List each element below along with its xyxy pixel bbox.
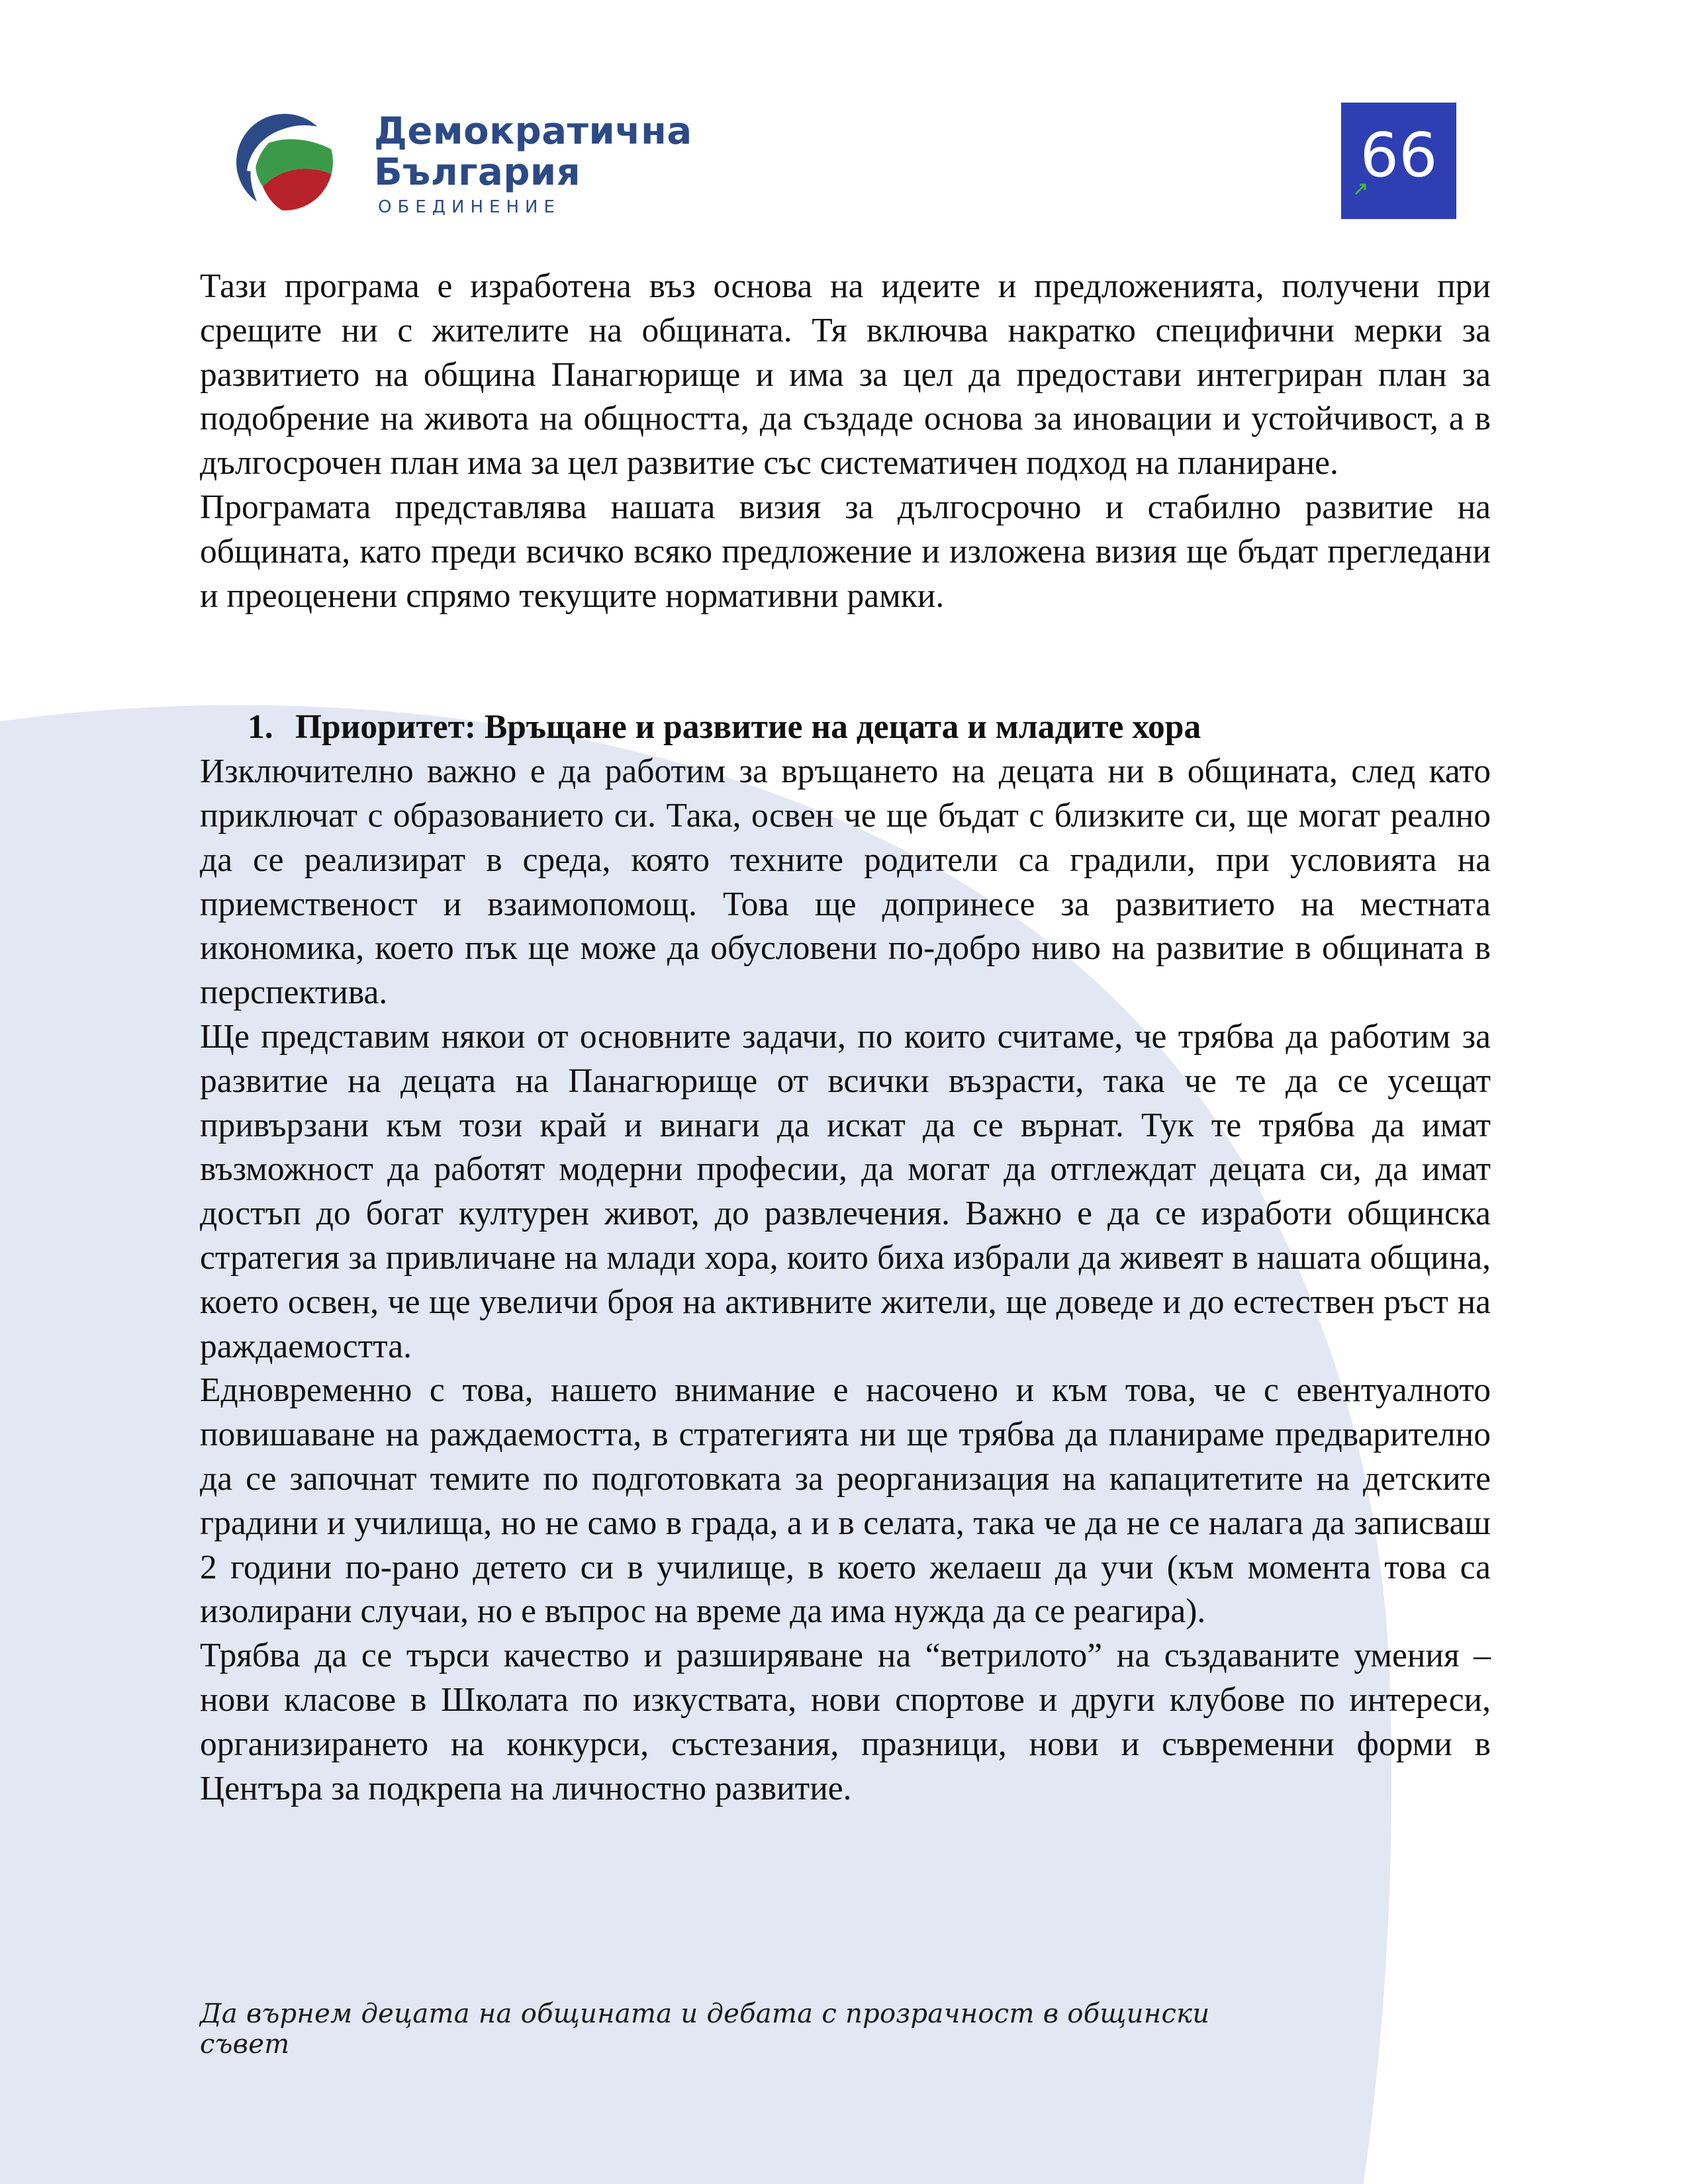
page-header <box>0 0 1688 238</box>
section-paragraph: Ще представим някои от основните задачи, по които считаме, че трябва да работим за развитие на децата на Панагюрище от всички възрасти, така че те да се усещат привързани към този край и винаги да искат да се върнат. Тук те трябва да имат възможност да работят модерни професии, да могат да отглеждат децата си, да имат достъп до богат културен живот, до развлечения. Важно е да се изработи общинска стратегия за привличане на млади хора, които биха избрали да живеят в нашата община, което освен, че ще увеличи броя на активните жители, ще доведе и до естествен ръст на раждаемостта. <box>200 1017 1491 1365</box>
footer-slogan: Да върнем децата на общината и дебата с прозрачност в общински съвет <box>200 1999 1210 2060</box>
page-number: 66 <box>1360 120 1438 191</box>
section-paragraph: Едновременно с това, нашето внимание е насочено и към това, че с евентуалното повишаване на раждаемостта, в стратегията ни ще трябва да планираме предварително да се започнат темите по подготовката за реорганизация на капацитетите на детските градини и училища, но не само в града, а и в селата, така че да не се налага да записваш 2 години по-рано детето си в училище, в което желаеш да учи (към момента това са изолирани случаи, но е въпрос на време да има нужда да се реагира). <box>200 1371 1491 1631</box>
section-heading <box>200 705 1491 750</box>
intro-paragraph: Тази програма е изработена въз основа на идеите и предложенията, получени при срещите ни с жителите на общината. Тя включва накратко специфични мерки за развитието на община Панагюрище и има за цел да предостави интегриран план за подобрение на живота на общността, да създаде основа за иновации и устойчивост, а в дългосрочен план има за цел развитие със систематичен подход на планиране. <box>200 267 1491 482</box>
section-title: Приоритет: Връщане и развитие на децата и младите хора <box>295 708 1201 747</box>
page-number-badge <box>1341 103 1456 219</box>
logo-line-3: ОБЕДИНЕНИЕ <box>378 197 561 217</box>
logo-line-2: България <box>374 151 581 194</box>
section-paragraph: Изключително важно е да работим за връщането на децата ни в общината, след като приключат с образованието си. Така, освен че ще бъдат с близките си, ще могат реално да се реализират в среда, която техните родители са градили, при условията на приемственост и взаимопомощ. Това ще допринесе за развитието на местната икономика, което пък ще може да обусловени по-добро ниво на развитие в общината в перспектива. <box>200 752 1491 1012</box>
logo-swoosh-icon <box>235 113 334 212</box>
intro-paragraph: Програмата представлява нашата визия за дългосрочно и стабилно развитие на общината, като преди всичко всяко предложение и изложена визия ще бъдат прегледани и преоценени спрямо текущите нормативни рамки. <box>200 488 1491 615</box>
section-number: 1. <box>248 708 273 747</box>
document-body <box>200 265 1491 1811</box>
arrow-up-right-icon <box>1353 181 1369 197</box>
logo-line-1: Демократична <box>374 110 692 153</box>
logo-wordmark <box>374 111 692 217</box>
section-paragraph: Трябва да се търси качество и разширяване на “ветрилото” на създаваните умения – нови класове в Школата по изкуствата, нови спортове и други клубове по интереси, организирането на конкурси, състезания, празници, нови и съвременни форми в Центъра за подкрепа на личностно развитие. <box>200 1637 1491 1807</box>
section-spacer <box>200 618 1491 705</box>
